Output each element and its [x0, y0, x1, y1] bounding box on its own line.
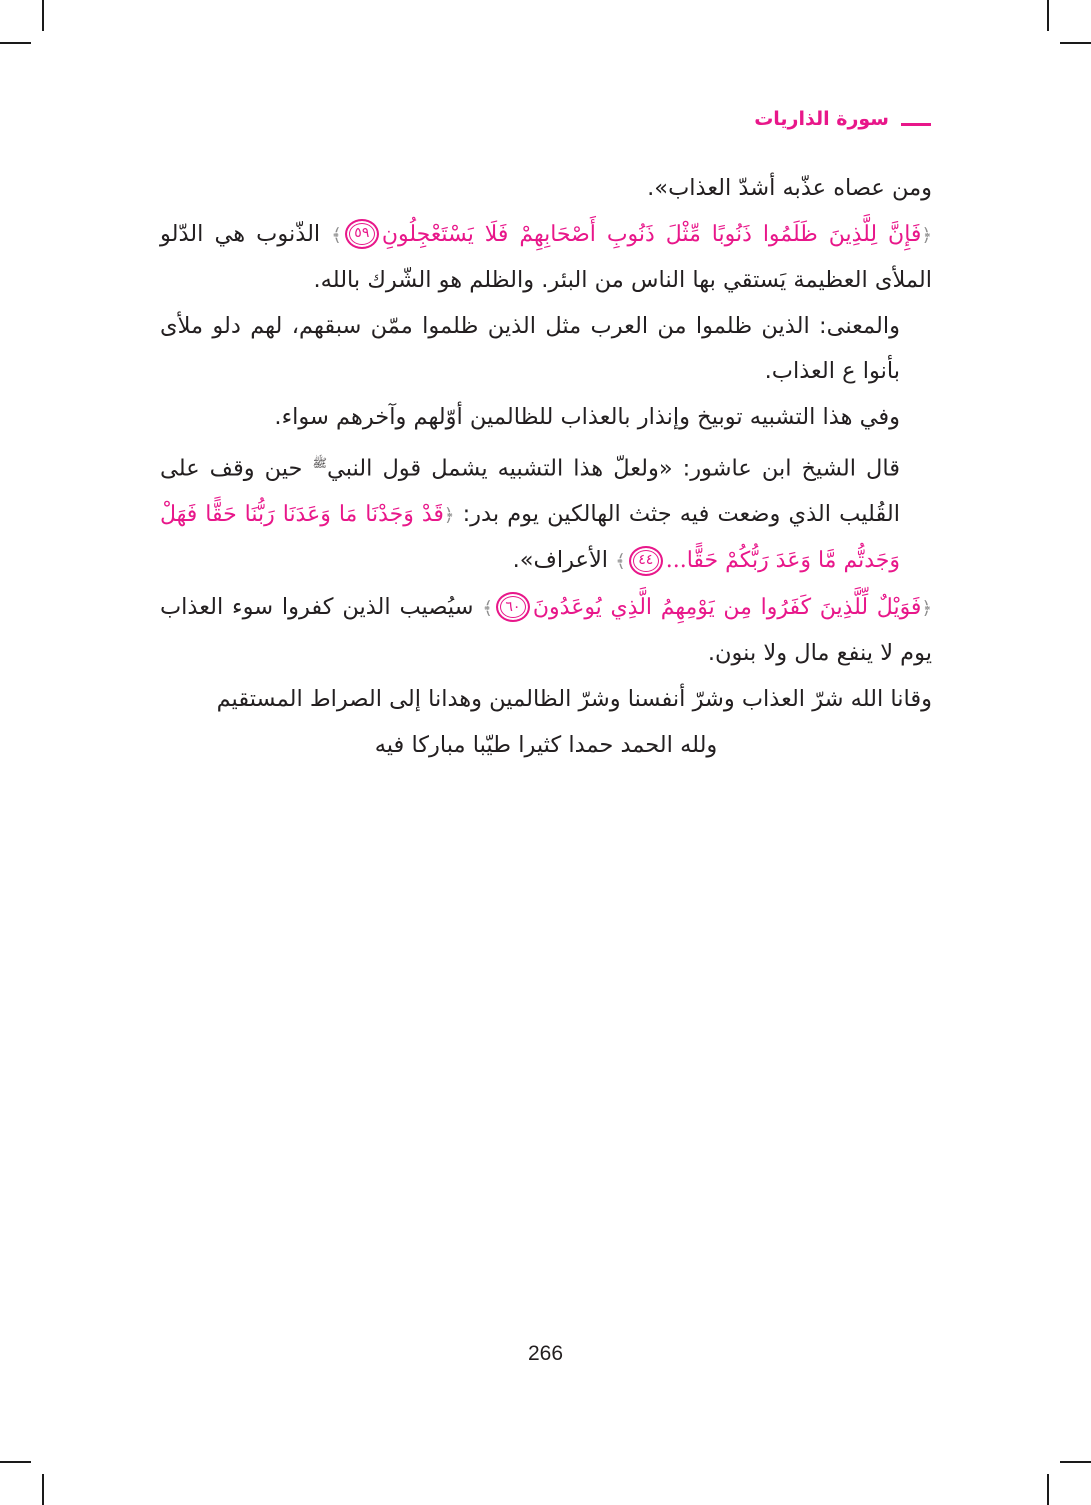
crop-mark-top-left-h	[0, 42, 31, 44]
quote-text-continued: حين وقف على القُليب الذي وضعت فيه جثث الهالكين يوم بدر:	[160, 455, 900, 527]
paragraph-ayah-60	[160, 585, 932, 677]
paragraph-supplication: وقانا الله شرّ العذاب وشرّ أنفسنا وشرّ الظالمين وهدانا إلى الصراط المستقيم	[216, 686, 932, 713]
paragraph-ayah-59	[160, 212, 932, 304]
quran-verse: فَوَيْلٌ لِّلَّذِينَ كَفَرُوا مِن يَوْمِهِمُ الَّذِي يُوعَدُونَ	[532, 594, 922, 620]
ornate-bracket-close-icon: ﴾	[331, 224, 342, 246]
crop-mark-bottom-left-h	[0, 1461, 31, 1463]
page-body	[160, 166, 932, 768]
quran-verse: قَدْ وَجَدْنَا مَا وَعَدَنَا رَبُّنَا حَقًّا فَهَلْ وَجَدتُّم مَّا وَعَدَ رَبُّكُمْ حَقًّا...	[160, 501, 900, 574]
ornate-bracket-open-icon: ﴿	[443, 504, 455, 526]
surah-reference: الأعراف».	[512, 547, 616, 574]
ornate-bracket-open-icon: ﴿	[921, 597, 932, 619]
paragraph-rebuke: وفي هذا التشبيه توبيخ وإنذار بالعذاب للظالمين أوّلهم وآخرهم سواء.	[274, 403, 900, 430]
page-number: 266	[527, 1342, 564, 1365]
quote-text: قال الشيخ ابن عاشور: «ولعلّ هذا التشبيه يشمل قول النبي	[326, 455, 900, 482]
ayah-number-marker-icon: ٦٠	[496, 592, 530, 622]
paragraph-ibn-ashur	[160, 441, 932, 585]
crop-mark-top-right-v	[1047, 0, 1049, 31]
crop-mark-bottom-left-v	[42, 1474, 44, 1505]
crop-mark-top-left-v	[42, 0, 44, 31]
paragraph-quote-end: ومن عصاه عذّبه أشدّ العذاب».	[647, 175, 932, 201]
ornate-bracket-open-icon: ﴿	[921, 224, 932, 246]
ornate-bracket-close-icon: ﴾	[482, 597, 493, 619]
crop-mark-bottom-right-v	[1047, 1474, 1049, 1505]
surah-title: سورة الذاريات	[754, 108, 889, 130]
crop-mark-bottom-right-h	[1060, 1461, 1091, 1463]
commentary-text: سيُصيب الذين كفروا سوء العذاب يوم لا ينفع مال ولا بنون.	[160, 593, 932, 667]
quran-verse: فَإِنَّ لِلَّذِينَ ظَلَمُوا ذَنُوبًا مِّثْلَ ذَنُوبِ أَصْحَابِهِمْ فَلَا يَسْتَعْجِلُونِ	[381, 221, 922, 247]
ayah-number-marker-icon: ٥٩	[345, 219, 379, 249]
running-header	[754, 108, 931, 130]
commentary-text: الذّنوب هي الدّلو الملأى العظيمة يَستقي بها الناس من البئر. والظلم هو الشّرك بالله.	[160, 220, 932, 294]
paragraph-closing-praise: ولله الحمد حمدا كثيرا طيّبا مباركا فيه	[374, 731, 718, 758]
ayah-number-marker-icon: ٤٤	[629, 546, 663, 576]
header-rule	[901, 123, 931, 126]
crop-mark-top-right-h	[1060, 42, 1091, 44]
paragraph-meaning: والمعنى: الذين ظلموا من العرب مثل الذين ظلموا ممّن سبقهم، لهم دلو ملأى بأنوا ع العذاب.	[160, 312, 900, 385]
salutation-icon: ﷺ	[312, 455, 327, 470]
ornate-bracket-close-icon: ﴾	[615, 551, 626, 573]
